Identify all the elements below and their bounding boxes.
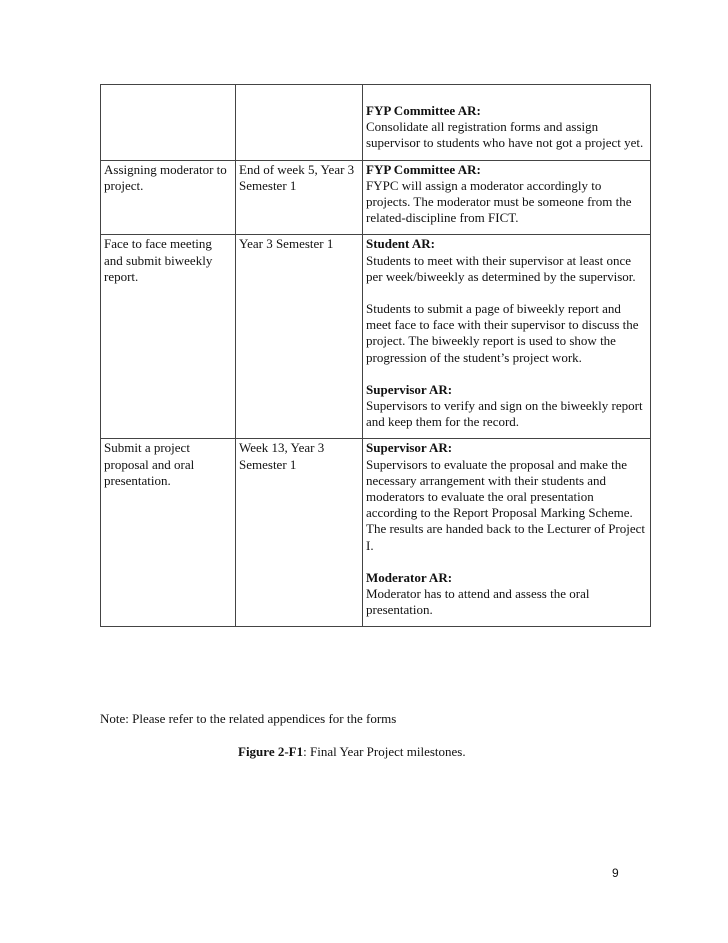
responsibility-text: Consolidate all registration forms and assign supervisor to students who have not got a project yet. — [366, 119, 644, 151]
responsibility-text: FYPC will assign a moderator accordingly to projects. The moderator must be someone from the related-discipline from FICT. — [366, 177, 632, 226]
responsibility-cell — [363, 235, 651, 439]
responsibility-text: Supervisors to verify and sign on the biweekly report and keep them for the record. — [366, 398, 643, 430]
role-heading: Supervisor AR: — [366, 440, 453, 456]
responsibility-cell — [363, 85, 651, 161]
activity-cell: Face to face meeting and submit biweekly report. — [101, 235, 236, 439]
figure-caption-text: : Final Year Project milestones. — [303, 744, 466, 759]
responsibility-block — [366, 382, 647, 431]
responsibility-block — [366, 162, 647, 227]
responsibility-text: Students to meet with their supervisor at least once per week/biweekly as determined by the supervisor. — [366, 252, 636, 284]
timeline-cell — [236, 85, 363, 161]
figure-caption — [238, 744, 466, 760]
figure-label: Figure 2-F1 — [238, 744, 304, 759]
activity-cell: Assigning moderator to project. — [101, 160, 236, 235]
page-number: 9 — [612, 866, 619, 880]
table-row — [101, 439, 651, 627]
table-row — [101, 85, 651, 161]
responsibility-block — [366, 301, 647, 366]
responsibility-block — [366, 570, 647, 619]
timeline-cell: Week 13, Year 3 Semester 1 — [236, 439, 363, 627]
responsibility-cell — [363, 160, 651, 235]
role-heading: Moderator AR: — [366, 569, 453, 585]
role-heading: FYP Committee AR: — [366, 161, 481, 177]
milestones-table — [100, 84, 651, 627]
responsibility-block — [366, 103, 647, 152]
role-heading: Student AR: — [366, 236, 435, 252]
responsibility-text: Moderator has to attend and assess the oral presentation. — [366, 586, 590, 618]
responsibility-text: Supervisors to evaluate the proposal and make the necessary arrangement with their students and moderators to evaluate the oral presentation according to the Report Proposal Marking Scheme. The results are handed back to the Lecturer of Project I. — [366, 456, 646, 553]
timeline-cell: End of week 5, Year 3 Semester 1 — [236, 160, 363, 235]
table-row — [101, 235, 651, 439]
activity-cell — [101, 85, 236, 161]
responsibility-block — [366, 236, 647, 285]
responsibility-cell — [363, 439, 651, 627]
activity-cell: Submit a project proposal and oral presentation. — [101, 439, 236, 627]
timeline-cell: Year 3 Semester 1 — [236, 235, 363, 439]
table-note: Note: Please refer to the related appendices for the forms — [100, 711, 397, 726]
responsibility-block — [366, 440, 647, 553]
responsibility-text: Students to submit a page of biweekly report and meet face to face with their supervisor to discuss the project. The biweekly report is used to show the progression of the student’s project work. — [366, 301, 639, 365]
role-heading: Supervisor AR: — [366, 381, 453, 397]
table-row — [101, 160, 651, 235]
role-heading: FYP Committee AR: — [366, 103, 481, 118]
